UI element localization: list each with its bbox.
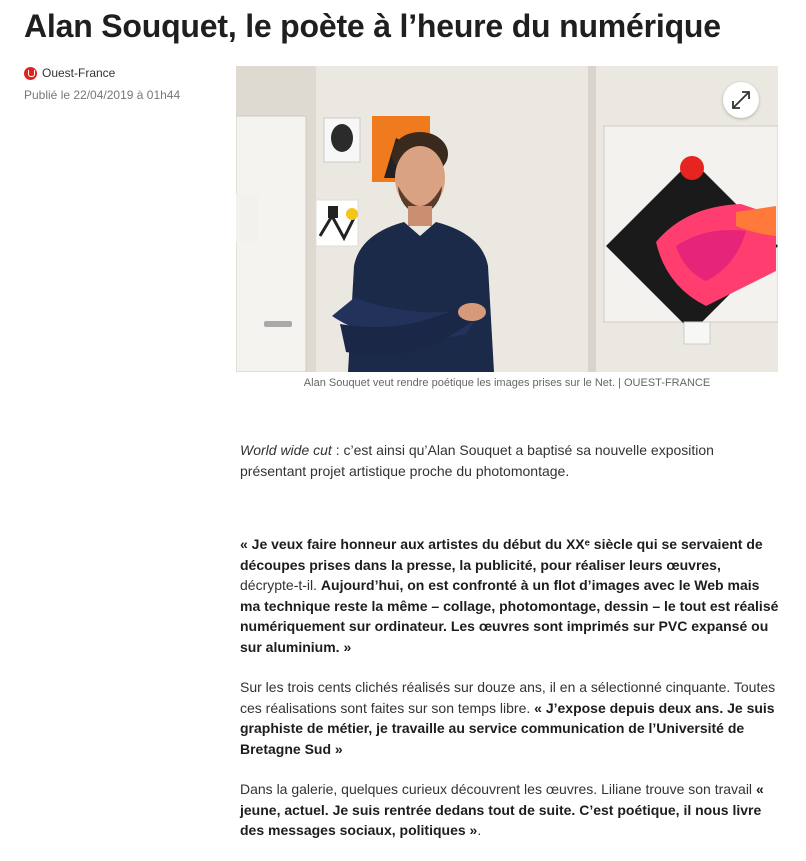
article-photo[interactable] [236, 66, 778, 372]
article-title: Alan Souquet, le poète à l’heure du numérique [24, 8, 721, 44]
exhibition-name: World wide cut [240, 442, 332, 458]
paragraph-selection: Sur les trois cents clichés réalisés sur douze ans, il en a sélectionné cinquante. Toutes ces réalisations sont faites sur son temps libre. « J’expose depuis deux ans. Je suis graphiste de métier, je travaille au service communication de l’Université de Bretagne Sud » [240, 679, 776, 757]
ouest-france-logo-icon [24, 67, 37, 80]
expand-arrows-icon [730, 89, 752, 111]
source-line [24, 66, 115, 80]
paragraph-quote-1: « Je veux faire honneur aux artistes du début du XXᵉ siècle qui se servaient de découpes prises dans la presse, la publicité, pour réaliser leurs œuvres, décrypte-t-il. Aujourd’hui, on est confronté à un flot d’images avec le Web mais ma technique reste la même – collage, photomontage, dessin – le tout est réalisé numériquement sur ordinateur. Les œuvres sont imprimés sur PVC expansé ou sur aluminium. » [240, 536, 779, 655]
source-name[interactable]: Ouest-France [42, 66, 116, 80]
paragraph-intro: World wide cut : c’est ainsi qu’Alan Souquet a baptisé sa nouvelle exposition présentant projet artistique proche du photomontage. [240, 442, 714, 479]
expand-button[interactable] [723, 82, 759, 118]
photo-illustration [236, 66, 778, 372]
article-body [240, 440, 780, 861]
photo-caption: Alan Souquet veut rendre poétique les images prises sur le Net. | OUEST-FRANCE [303, 377, 711, 389]
publish-date: Publié le 22/04/2019 à 01h44 [24, 88, 181, 102]
paragraph-gallery: Dans la galerie, quelques curieux découvrent les œuvres. Liliane trouve son travail « jeune, actuel. Je suis rentrée dedans tout de suite. C’est poétique, il nous livre des messages sociaux, politiques ». [240, 781, 764, 838]
